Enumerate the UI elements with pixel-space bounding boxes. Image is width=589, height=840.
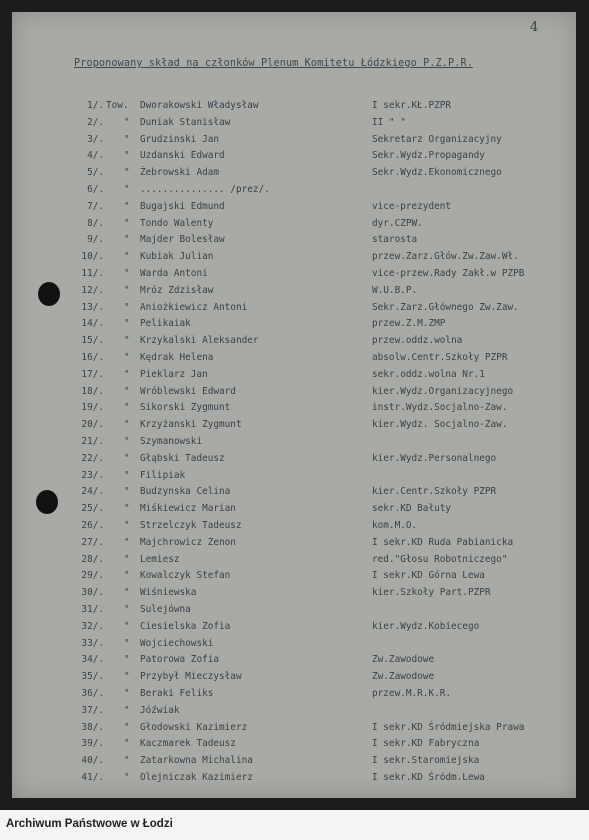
row-number: 27/.: [81, 536, 104, 548]
member-name: Kędrak Helena: [140, 352, 214, 363]
member-name: Pelikaiak: [140, 318, 191, 330]
member-name: Zatarkowna Michalina: [140, 755, 253, 767]
table-row: [12, 570, 576, 586]
member-name: Wróblewski Edward: [140, 385, 236, 397]
row-number: 3/.: [87, 133, 104, 145]
ditto-mark: ": [124, 150, 130, 162]
member-function: kier.Wydz.Kobiecego: [372, 620, 480, 632]
ditto-mark: ": [124, 604, 130, 615]
row-number: 20/.: [81, 419, 104, 431]
row-number: 25/.: [81, 503, 104, 515]
row-number: 28/.: [81, 553, 104, 565]
row-number: 33/.: [81, 637, 104, 649]
member-name: Beraki Feliks: [140, 688, 214, 699]
member-function: kier.Centr.Szkoły PZPR: [372, 486, 497, 498]
member-function: kom.M.O.: [372, 520, 418, 531]
table-row: [12, 386, 576, 402]
ditto-mark: ": [124, 184, 130, 195]
ditto-mark: ": [124, 200, 130, 212]
member-name: Krzykalski Aleksander: [140, 335, 259, 347]
ditto-mark: ": [124, 570, 130, 582]
row-number: 9/.: [87, 234, 104, 246]
member-function: Sekr.Wydz.Propagandy: [372, 150, 485, 162]
table-row: [12, 503, 576, 519]
member-name: Sulejówna: [140, 604, 191, 615]
ditto-mark: ": [124, 553, 130, 565]
table-row: [12, 318, 576, 334]
ditto-mark: ": [124, 268, 130, 279]
member-name: Wojciechowski: [140, 637, 214, 649]
table-row: [12, 100, 576, 116]
row-number: 11/.: [81, 268, 104, 279]
row-number: 8/.: [87, 217, 104, 229]
row-number: 29/.: [81, 570, 104, 582]
table-row: [12, 453, 576, 469]
table-row: [12, 335, 576, 351]
table-row: [12, 654, 576, 670]
ditto-mark: ": [124, 436, 130, 447]
ditto-mark: ": [124, 402, 130, 414]
table-row: [12, 705, 576, 721]
row-number: 40/.: [81, 755, 104, 767]
member-name: Duniak Stanisław: [140, 116, 231, 128]
member-name: Głąbski Tadeusz: [140, 452, 225, 464]
table-row: [12, 604, 576, 620]
row-number: 7/.: [87, 200, 104, 212]
member-name: ............... /prez/.: [140, 184, 270, 195]
row-number: 37/.: [81, 704, 104, 716]
ditto-mark: ": [124, 620, 130, 632]
member-name: Sikorski Zygmunt: [140, 402, 231, 414]
row-number: 10/.: [81, 251, 104, 263]
member-name: Majder Bolesław: [140, 234, 225, 246]
table-row: [12, 520, 576, 536]
member-function: Zw.Zawodowe: [372, 671, 435, 683]
ditto-mark: ": [124, 637, 130, 649]
row-number: 18/.: [81, 385, 104, 397]
member-name: Żebrowski Adam: [140, 167, 220, 179]
member-function: W.U.B.P.: [372, 284, 418, 296]
table-row: [12, 117, 576, 133]
ditto-mark: ": [124, 217, 130, 229]
row-number: 4/.: [87, 150, 104, 162]
member-function: I sekr.KD Śródmiejska Prawa: [372, 721, 525, 733]
ditto-mark: ": [124, 721, 130, 733]
member-name: Aniożkiewicz Antoni: [140, 301, 248, 313]
member-name: Lemiesz: [140, 553, 180, 565]
table-row: [12, 234, 576, 250]
row-number: 38/.: [81, 721, 104, 733]
page-number: 4: [530, 20, 539, 35]
ditto-mark: ": [124, 385, 130, 397]
row-number: 36/.: [81, 688, 104, 699]
table-row: [12, 486, 576, 502]
ditto-mark: ": [124, 486, 130, 498]
member-function: kier.Szkoły Part.PZPR: [372, 587, 491, 599]
table-row: [12, 134, 576, 150]
table-row: [12, 268, 576, 284]
table-row: [12, 352, 576, 368]
member-name: Jóźwiak: [140, 704, 180, 716]
table-row: [12, 285, 576, 301]
ditto-mark: ": [124, 520, 130, 531]
ditto-mark: ": [124, 368, 130, 380]
ditto-mark: ": [124, 335, 130, 347]
member-name: Tondo Walenty: [140, 217, 214, 229]
row-number: 17/.: [81, 368, 104, 380]
table-row: [12, 150, 576, 166]
member-function: Sekretarz Organizacyjny: [372, 133, 502, 145]
ditto-mark: ": [124, 536, 130, 548]
row-number: 13/.: [81, 301, 104, 313]
row-number: 5/.: [87, 167, 104, 179]
member-name: Krzyżanski Zygmunt: [140, 419, 242, 431]
table-row: [12, 369, 576, 385]
member-name: Kaczmarek Tadeusz: [140, 738, 236, 750]
member-function: I sekr.KD Fabryczna: [372, 738, 480, 750]
ditto-mark: ": [124, 704, 130, 716]
member-name: Przybył Mieczysław: [140, 671, 242, 683]
member-function: II " ": [372, 116, 406, 128]
table-row: [12, 184, 576, 200]
row-number: 1/.: [87, 100, 104, 111]
ditto-mark: ": [124, 284, 130, 296]
ditto-mark: ": [124, 469, 130, 481]
member-name: Głodowski Kazimierz: [140, 721, 248, 733]
member-name: Warda Antoni: [140, 268, 208, 279]
ditto-mark: ": [124, 318, 130, 330]
ditto-mark: ": [124, 133, 130, 145]
member-function: vice-prezydent: [372, 200, 452, 212]
table-row: [12, 755, 576, 771]
member-name: Strzelczyk Tadeusz: [140, 520, 242, 531]
table-row: [12, 302, 576, 318]
member-name: Grudzinski Jan: [140, 133, 220, 145]
archive-footer: [0, 810, 589, 840]
member-name: Patorowa Zofia: [140, 654, 220, 666]
row-number: 32/.: [81, 620, 104, 632]
member-function: vice-przew.Rady Zakł.w PZPB: [372, 268, 525, 279]
member-function: Sekr.Wydz.Ekonomicznego: [372, 167, 502, 179]
member-function: I sekr.Staromiejska: [372, 755, 480, 767]
table-row: [12, 738, 576, 754]
row-number: 19/.: [81, 402, 104, 414]
row-number: 16/.: [81, 352, 104, 363]
ditto-mark: ": [124, 503, 130, 515]
member-function: red."Głosu Robotniczego": [372, 553, 508, 565]
member-name: Szymanowski: [140, 436, 203, 447]
member-name: Mróz Zdzisław: [140, 284, 214, 296]
member-function: przew.Z.M.ZMP: [372, 318, 446, 330]
row-number: 6/.: [87, 184, 104, 195]
member-name: Kowalczyk Stefan: [140, 570, 231, 582]
member-function: instr.Wydz.Socjalno-Zaw.: [372, 402, 508, 414]
ditto-mark: ": [124, 167, 130, 179]
row-number: 31/.: [81, 604, 104, 615]
table-row: [12, 537, 576, 553]
document-title: Proponowany skład na członków Plenum Komitetu Łódzkiego P.Z.P.R.: [74, 58, 473, 69]
ditto-mark: ": [124, 738, 130, 750]
row-number: 34/.: [81, 654, 104, 666]
row-number: 2/.: [87, 116, 104, 128]
member-function: I sekr.KD Górna Lewa: [372, 570, 485, 582]
member-function: dyr.CZPW.: [372, 217, 423, 229]
table-row: [12, 470, 576, 486]
table-row: [12, 772, 576, 788]
table-row: [12, 554, 576, 570]
document-sheet: [12, 12, 576, 798]
ditto-mark: ": [124, 755, 130, 767]
member-function: kier.Wydz.Personalnego: [372, 452, 497, 464]
ditto-mark: ": [124, 301, 130, 313]
ditto-mark: ": [124, 772, 130, 783]
member-function: sekr.KD Bałuty: [372, 503, 452, 515]
member-function: kier.Wydz.Organizacyjnego: [372, 385, 514, 397]
archive-name: Archiwum Państwowe w Łodzi: [6, 818, 173, 830]
member-function: przew.M.R.K.R.: [372, 688, 452, 699]
ditto-mark: ": [124, 452, 130, 464]
member-name: Miśkiewicz Marian: [140, 503, 236, 515]
ditto-mark: ": [124, 587, 130, 599]
table-row: [12, 587, 576, 603]
ditto-mark: ": [124, 419, 130, 431]
member-name: Bugajski Edmund: [140, 200, 225, 212]
ditto-mark: ": [124, 251, 130, 263]
table-row: [12, 419, 576, 435]
member-function: sekr.oddz.wolna Nr.1: [372, 368, 485, 380]
member-function: I sekr.KD Ruda Pabianicka: [372, 536, 514, 548]
punch-hole-top: [38, 282, 60, 306]
member-function: Sekr.Zarz.Głównego Zw.Zaw.: [372, 301, 519, 313]
member-function: przew.oddz.wolna: [372, 335, 463, 347]
row-number: 12/.: [81, 284, 104, 296]
table-row: [12, 201, 576, 217]
table-row: [12, 167, 576, 183]
row-number: 39/.: [81, 738, 104, 750]
ditto-mark: ": [124, 234, 130, 246]
row-number: 21/.: [81, 436, 104, 447]
table-row: [12, 436, 576, 452]
member-function: absolw.Centr.Szkoły PZPR: [372, 352, 508, 363]
row-number: 15/.: [81, 335, 104, 347]
punch-hole-bottom: [36, 490, 58, 514]
member-function: przew.Zarz.Głów.Zw.Zaw.Wł.: [372, 251, 519, 263]
member-name: Kubiak Julian: [140, 251, 214, 263]
member-function: I sekr.KŁ.PZPR: [372, 100, 452, 111]
row-number: 14/.: [81, 318, 104, 330]
row-number: 26/.: [81, 520, 104, 531]
table-row: [12, 402, 576, 418]
ditto-mark: ": [124, 116, 130, 128]
table-row: [12, 251, 576, 267]
row-number: 23/.: [81, 469, 104, 481]
member-function: I sekr.KD Śródm.Lewa: [372, 772, 485, 783]
member-name: Dworakowski Władysław: [140, 100, 259, 111]
tow-label: Tow.: [106, 100, 129, 111]
member-name: Wiśniewska: [140, 587, 197, 599]
row-number: 41/.: [81, 772, 104, 783]
ditto-mark: ": [124, 688, 130, 699]
member-name: Ciesielska Zofia: [140, 620, 231, 632]
member-name: Uzdanski Edward: [140, 150, 225, 162]
table-row: [12, 688, 576, 704]
row-number: 30/.: [81, 587, 104, 599]
table-row: [12, 621, 576, 637]
table-row: [12, 671, 576, 687]
row-number: 24/.: [81, 486, 104, 498]
member-name: Olejniczak Kazimierz: [140, 772, 253, 783]
table-row: [12, 218, 576, 234]
table-row: [12, 722, 576, 738]
member-name: Pieklarz Jan: [140, 368, 208, 380]
ditto-mark: ": [124, 671, 130, 683]
member-name: Budzynska Celina: [140, 486, 231, 498]
ditto-mark: ": [124, 654, 130, 666]
row-number: 22/.: [81, 452, 104, 464]
member-function: starosta: [372, 234, 418, 246]
member-function: kier.Wydz. Socjalno-Zaw.: [372, 419, 508, 431]
member-name: Filipiak: [140, 469, 186, 481]
member-name: Majchrowicz Zenon: [140, 536, 236, 548]
table-row: [12, 638, 576, 654]
row-number: 35/.: [81, 671, 104, 683]
member-function: Zw.Zawodowe: [372, 654, 435, 666]
ditto-mark: ": [124, 352, 130, 363]
